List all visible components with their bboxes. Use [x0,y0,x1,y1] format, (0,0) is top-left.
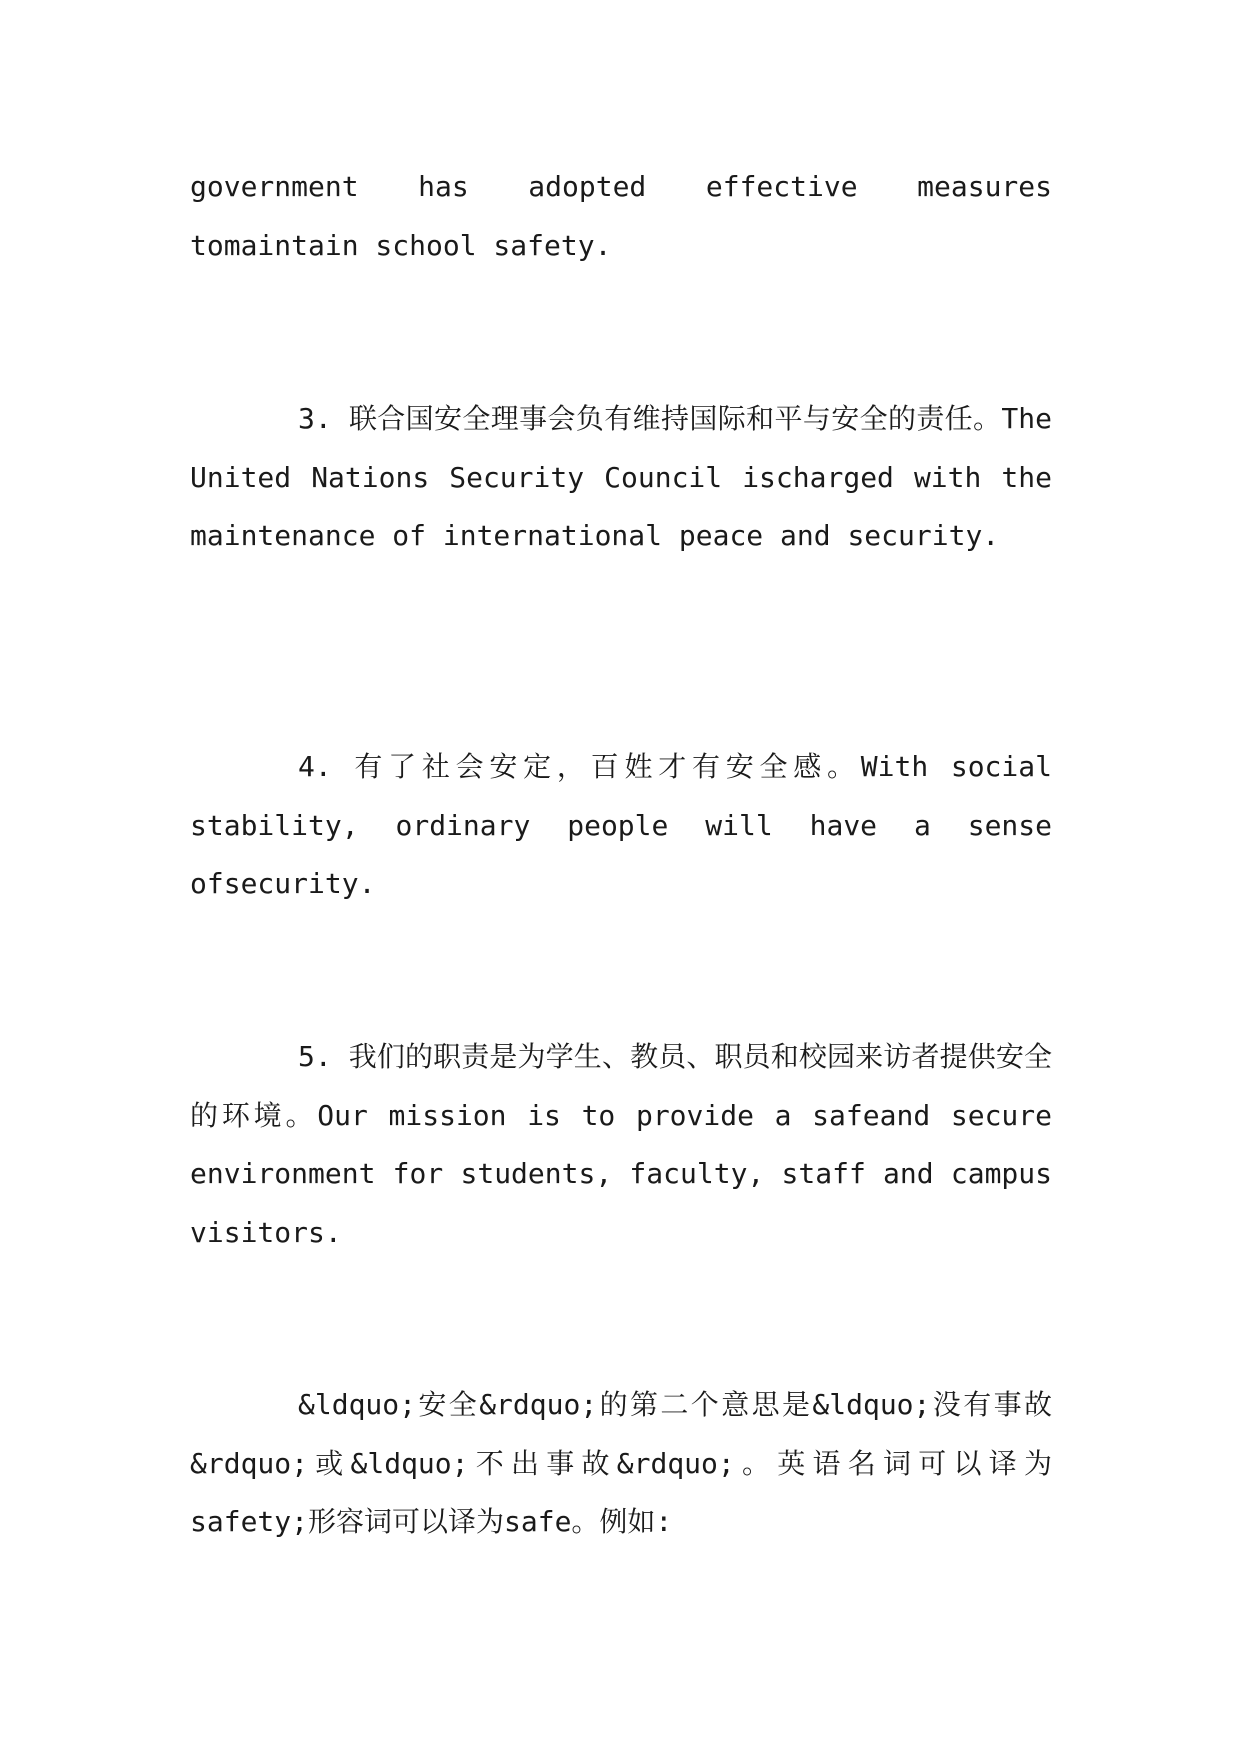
paragraph-example-3: 3. 联合国安全理事会负有维持国际和平与安全的责任。The United Nations Security Council ischarged with the maintenance of international peace and security. [190,402,1052,552]
paragraph-continued: government has adopted effective measures tomaintain school safety. [190,170,1052,262]
paragraph-example-4: 4. 有了社会安定，百姓才有安全感。With social stability, ordinary people will have a sense ofsecurity. [190,750,1052,900]
paragraph-example-5: 5. 我们的职责是为学生、教员、职员和校园来访者提供安全的环境。Our mission is to provide a safeand secure environment for students, faculty, staff and campus visitors. [190,1040,1052,1249]
paragraph-second-meaning: &ldquo;安全&rdquo;的第二个意思是&ldquo;没有事故&rdquo;或&ldquo;不出事故&rdquo;。英语名词可以译为safety;形容词可以译为safe。例如: [190,1388,1052,1538]
